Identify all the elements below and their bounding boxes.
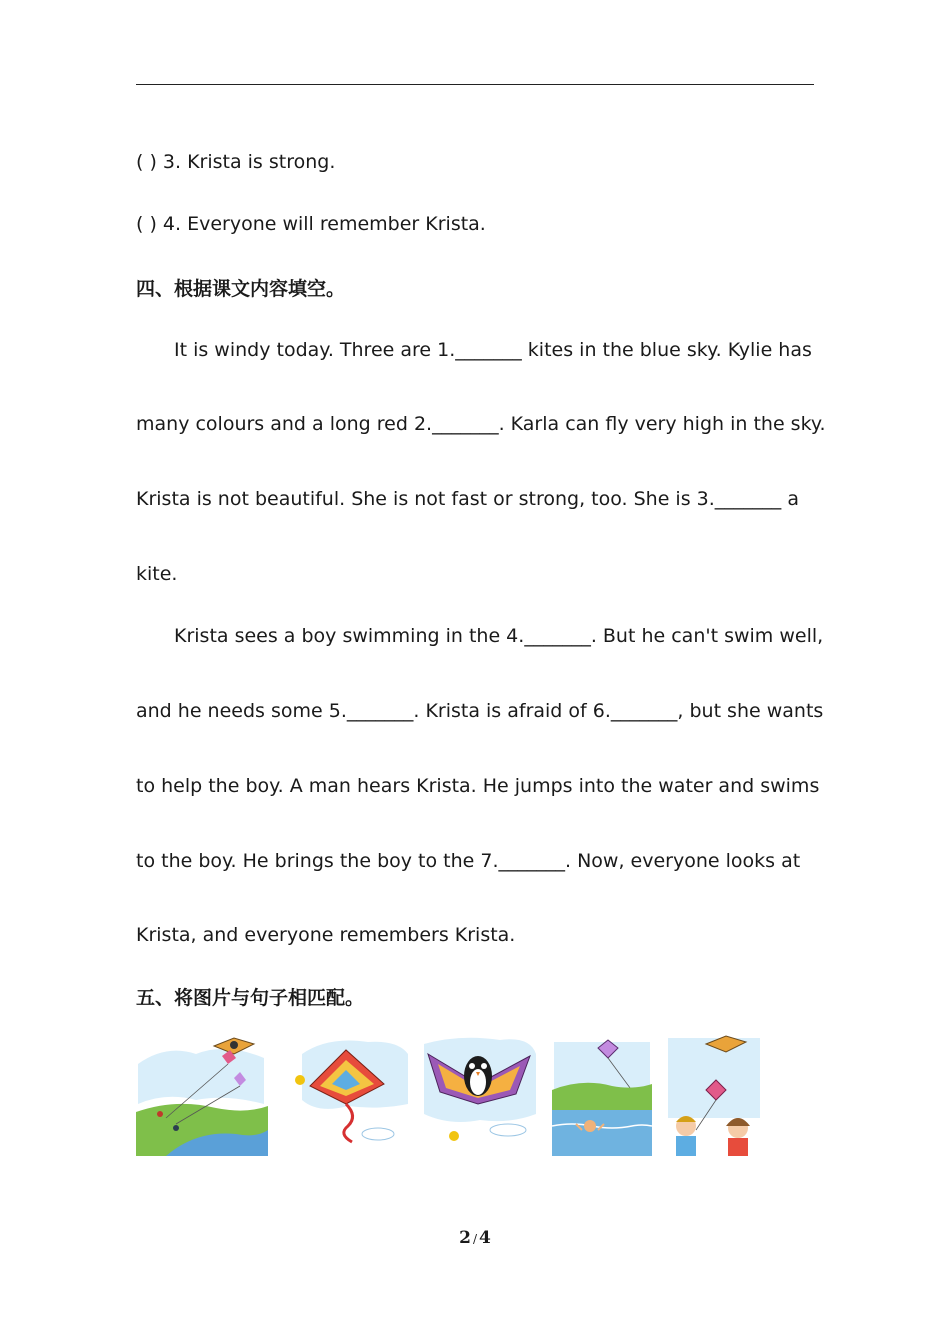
judge-item-3: ( ) 3. Krista is strong. bbox=[136, 151, 336, 173]
passage-line: Krista is not beautiful. She is not fast or strong, too. She is 3._______ a bbox=[136, 488, 799, 510]
page-total: 4 bbox=[479, 1228, 491, 1248]
penguin-kite-illustration bbox=[420, 1034, 538, 1156]
header-rule bbox=[136, 84, 814, 85]
passage-line: It is windy today. Three are 1._______ kites in the blue sky. Kylie has bbox=[174, 339, 812, 361]
picture-row bbox=[0, 1034, 950, 1158]
section-5-heading: 五、将图片与句子相匹配。 bbox=[136, 987, 365, 1009]
page-current: 2 bbox=[459, 1228, 471, 1248]
page-separator: / bbox=[472, 1232, 478, 1246]
kites-over-river-illustration bbox=[136, 1034, 268, 1156]
judge-item-4: ( ) 4. Everyone will remember Krista. bbox=[136, 213, 486, 235]
passage-line: to help the boy. A man hears Krista. He jumps into the water and swims bbox=[136, 775, 820, 797]
boy-in-water-with-kite-illustration bbox=[552, 1034, 652, 1156]
section-4-heading: 四、根据课文内容填空。 bbox=[136, 278, 346, 300]
passage-line: Krista, and everyone remembers Krista. bbox=[136, 924, 516, 946]
red-kite-with-tail-illustration bbox=[288, 1034, 410, 1150]
children-watching-kites-illustration bbox=[666, 1034, 762, 1156]
passage-line: and he needs some 5._______. Krista is afraid of 6._______, but she wants bbox=[136, 700, 824, 722]
passage-line: to the boy. He brings the boy to the 7._______. Now, everyone looks at bbox=[136, 850, 801, 872]
passage-line: many colours and a long red 2._______. Karla can fly very high in the sky. bbox=[136, 413, 826, 435]
passage-line: kite. bbox=[136, 563, 178, 585]
passage-line: Krista sees a boy swimming in the 4._______. But he can't swim well, bbox=[174, 625, 824, 647]
page-number bbox=[0, 1228, 950, 1248]
